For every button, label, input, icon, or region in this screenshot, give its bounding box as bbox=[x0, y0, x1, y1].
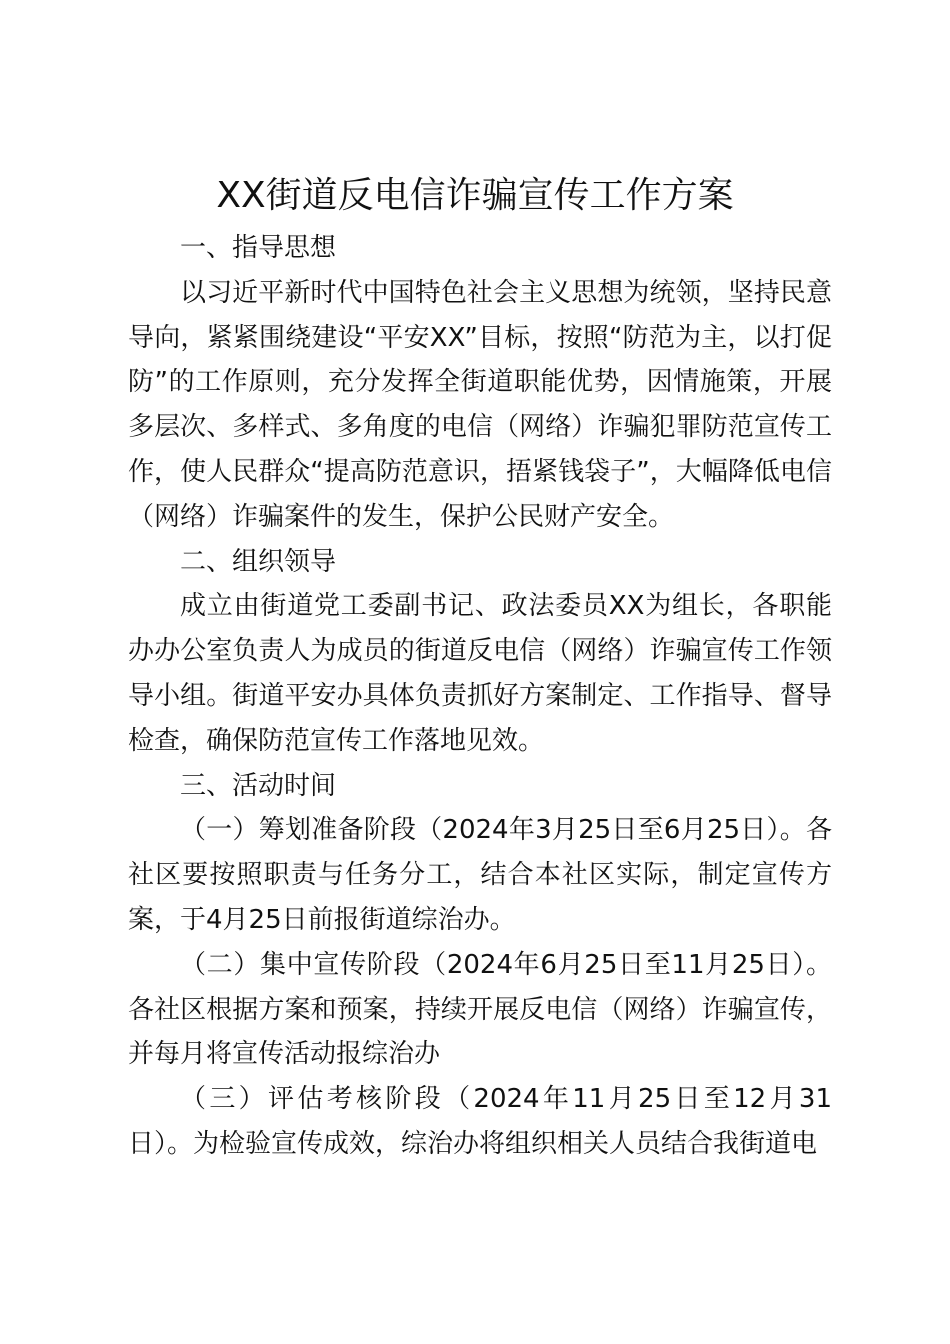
paragraph-phase-preparation: （一）筹划准备阶段（2024年3月25日至6月25日）。各社区要按照职责与任务分工，结合本社区实际，制定宣传方案，于4月25日前报街道综治办。 bbox=[128, 815, 832, 935]
section-heading-schedule: 三、活动时间 bbox=[180, 770, 337, 801]
section-heading-guiding-ideology: 一、指导思想 bbox=[180, 233, 337, 263]
paragraph-organization: 成立由街道党工委副书记、政法委员XX为组长，各职能办办公室负责人为成员的街道反电信（网络）诈骗宣传工作领导小组。街道平安办具体负责抓好方案制定、工作指导、督导检查，确保防范宣传工作落地见效。 bbox=[128, 591, 832, 756]
paragraph-guiding-ideology: 以习近平新时代中国特色社会主义思想为统领，坚持民意导向，紧紧围绕建设“平安XX”目标，按照“防范为主，以打促防”的工作原则，充分发挥全街道职能优势，因情施策，开展多层次、多样式、多角度的电信（网络）诈骗犯罪防范宣传工作，使人民群众“提高防范意识，捂紧钱袋子”，大幅降低电信（网络）诈骗案件的发生，保护公民财产安全。 bbox=[128, 277, 832, 532]
document-body bbox=[128, 226, 832, 1167]
paragraph-phase-evaluation: （三）评估考核阶段（2024年11月25日至12月31日）。为检验宣传成效，综治办将组织相关人员结合我街道电 bbox=[128, 1084, 832, 1159]
paragraph-phase-campaign: （二）集中宣传阶段（2024年6月25日至11月25日）。各社区根据方案和预案，持续开展反电信（网络）诈骗宣传，并每月将宣传活动报综治办 bbox=[128, 949, 832, 1070]
section-heading-organization: 二、组织领导 bbox=[180, 546, 337, 577]
document-title: XX街道反电信诈骗宣传工作方案 bbox=[216, 175, 734, 216]
